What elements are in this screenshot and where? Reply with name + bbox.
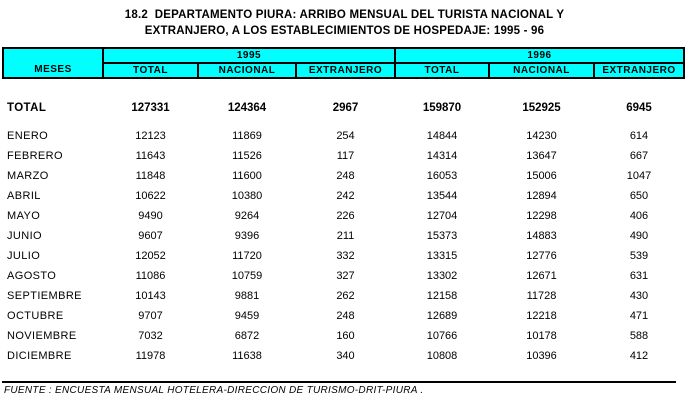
value-cell: 7032 bbox=[138, 330, 163, 342]
year-header-1995: 1995 bbox=[103, 48, 395, 63]
value-cell: 650 bbox=[629, 190, 649, 202]
value-cell: 9490 bbox=[138, 210, 163, 222]
value-cell: 211 bbox=[336, 230, 355, 242]
value-cell: 16053 bbox=[426, 170, 458, 182]
row-label: FEBRERO bbox=[7, 150, 63, 162]
value-cell: 9881 bbox=[234, 290, 260, 302]
value-cell: 10759 bbox=[231, 270, 263, 282]
value-cell: 9264 bbox=[234, 210, 260, 222]
col-header-extranjero-1995: EXTRANJERO bbox=[296, 63, 395, 78]
value-cell: 124364 bbox=[227, 102, 267, 114]
table-row bbox=[3, 326, 684, 346]
value-cell: 6945 bbox=[626, 102, 652, 114]
value-cell: 14883 bbox=[526, 230, 557, 242]
value-cell: 412 bbox=[629, 350, 649, 362]
value-cell: 9707 bbox=[138, 310, 163, 322]
value-cell: 2967 bbox=[332, 102, 359, 114]
value-cell: 11086 bbox=[135, 270, 166, 282]
row-label: JUNIO bbox=[7, 230, 42, 242]
table-row bbox=[3, 306, 684, 326]
value-cell: 254 bbox=[336, 130, 355, 142]
value-cell: 11848 bbox=[135, 170, 166, 182]
value-cell: 9459 bbox=[234, 310, 260, 322]
table-row bbox=[3, 346, 684, 366]
value-cell: 11638 bbox=[232, 350, 262, 362]
value-cell: 406 bbox=[629, 210, 649, 222]
row-label: SEPTIEMBRE bbox=[7, 290, 82, 302]
table-row bbox=[3, 226, 684, 246]
value-cell: 11643 bbox=[135, 150, 166, 162]
report-title-line2: EXTRANJERO, A LOS ESTABLECIMIENTOS DE HOSPEDAJE: 1995 - 96 bbox=[144, 25, 545, 37]
value-cell: 430 bbox=[629, 290, 649, 302]
col-header-meses: MESES bbox=[3, 48, 103, 78]
value-cell: 631 bbox=[629, 270, 649, 282]
value-cell: 14314 bbox=[426, 150, 458, 162]
value-cell: 10808 bbox=[426, 350, 458, 362]
row-label: AGOSTO bbox=[7, 270, 57, 282]
value-cell: 12298 bbox=[526, 210, 557, 222]
value-cell: 10143 bbox=[135, 290, 166, 302]
value-cell: 248 bbox=[336, 310, 355, 322]
row-label: MARZO bbox=[7, 170, 49, 182]
arrivals-table bbox=[2, 47, 685, 366]
row-label: TOTAL bbox=[7, 102, 47, 114]
value-cell: 10766 bbox=[426, 330, 458, 342]
value-cell: 12689 bbox=[426, 310, 458, 322]
value-cell: 539 bbox=[629, 250, 649, 262]
value-cell: 13302 bbox=[426, 270, 458, 282]
value-cell: 667 bbox=[629, 150, 649, 162]
value-cell: 10178 bbox=[526, 330, 557, 342]
col-header-extranjero-1996: EXTRANJERO bbox=[594, 63, 684, 78]
col-header-nacional-1996: NACIONAL bbox=[489, 63, 594, 78]
row-label: JULIO bbox=[7, 250, 41, 262]
value-cell: 11600 bbox=[232, 170, 262, 182]
value-cell: 10396 bbox=[526, 350, 557, 362]
table-row bbox=[3, 166, 684, 186]
value-cell: 15006 bbox=[526, 170, 557, 182]
total-row bbox=[3, 98, 684, 118]
row-label: NOVIEMBRE bbox=[7, 330, 77, 342]
value-cell: 10622 bbox=[135, 190, 166, 202]
value-cell: 14230 bbox=[526, 130, 557, 142]
value-cell: 15373 bbox=[426, 230, 458, 242]
value-cell: 242 bbox=[336, 190, 355, 202]
source-note: FUENTE : ENCUESTA MENSUAL HOTELERA-DIRECCION DE TURISMO-DRIT-PIURA . bbox=[4, 385, 424, 396]
table-row bbox=[3, 286, 684, 306]
value-cell: 6872 bbox=[234, 330, 260, 342]
value-cell: 332 bbox=[336, 250, 355, 262]
value-cell: 471 bbox=[629, 310, 649, 322]
year-header-1996: 1996 bbox=[395, 48, 684, 63]
value-cell: 490 bbox=[629, 230, 649, 242]
value-cell: 13315 bbox=[426, 250, 458, 262]
row-label: ABRIL bbox=[7, 190, 41, 202]
value-cell: 13647 bbox=[526, 150, 557, 162]
row-label: DICIEMBRE bbox=[7, 350, 72, 362]
value-cell: 13544 bbox=[426, 190, 458, 202]
table-row bbox=[3, 246, 684, 266]
value-cell: 11728 bbox=[526, 290, 557, 302]
table-row bbox=[3, 126, 684, 146]
spacer-row bbox=[3, 118, 684, 126]
value-cell: 12158 bbox=[426, 290, 458, 302]
value-cell: 11869 bbox=[232, 130, 262, 142]
value-cell: 9607 bbox=[138, 230, 163, 242]
report-title-line1: 18.2 DEPARTAMENTO PIURA: ARRIBO MENSUAL DEL TURISTA NACIONAL Y bbox=[124, 9, 565, 21]
row-label: ENERO bbox=[7, 130, 49, 142]
col-header-nacional-1995: NACIONAL bbox=[198, 63, 296, 78]
table-row bbox=[3, 146, 684, 166]
table-row bbox=[3, 206, 684, 226]
spacer-cell bbox=[3, 78, 684, 98]
value-cell: 160 bbox=[336, 330, 355, 342]
value-cell: 1047 bbox=[626, 170, 652, 182]
sub-header-row bbox=[3, 63, 684, 78]
value-cell: 12123 bbox=[135, 130, 166, 142]
value-cell: 10380 bbox=[231, 190, 263, 202]
col-header-total-1995: TOTAL bbox=[103, 63, 198, 78]
footer-divider bbox=[2, 381, 676, 383]
value-cell: 12894 bbox=[526, 190, 557, 202]
row-label: OCTUBRE bbox=[7, 310, 64, 322]
col-header-total-1996: TOTAL bbox=[395, 63, 489, 78]
value-cell: 12776 bbox=[526, 250, 557, 262]
value-cell: 588 bbox=[629, 330, 649, 342]
value-cell: 327 bbox=[336, 270, 355, 282]
value-cell: 11526 bbox=[232, 150, 262, 162]
value-cell: 117 bbox=[336, 150, 355, 162]
value-cell: 12671 bbox=[526, 270, 557, 282]
spacer-row bbox=[3, 78, 684, 98]
value-cell: 12218 bbox=[526, 310, 557, 322]
value-cell: 262 bbox=[336, 290, 355, 302]
value-cell: 152925 bbox=[522, 102, 561, 114]
value-cell: 159870 bbox=[422, 102, 462, 114]
value-cell: 9396 bbox=[234, 230, 260, 242]
value-cell: 12704 bbox=[426, 210, 458, 222]
year-header-row bbox=[3, 48, 684, 63]
value-cell: 12052 bbox=[135, 250, 166, 262]
value-cell: 340 bbox=[336, 350, 355, 362]
value-cell: 127331 bbox=[131, 102, 170, 114]
table-header bbox=[3, 48, 684, 78]
spacer-cell bbox=[3, 118, 684, 126]
value-cell: 11978 bbox=[135, 350, 166, 362]
table-row bbox=[3, 266, 684, 286]
value-cell: 11720 bbox=[232, 250, 262, 262]
value-cell: 248 bbox=[336, 170, 355, 182]
value-cell: 226 bbox=[336, 210, 355, 222]
value-cell: 614 bbox=[629, 130, 649, 142]
value-cell: 14844 bbox=[426, 130, 458, 142]
row-label: MAYO bbox=[7, 210, 41, 222]
report-title bbox=[0, 7, 689, 39]
table-row bbox=[3, 186, 684, 206]
table-body bbox=[3, 78, 684, 366]
